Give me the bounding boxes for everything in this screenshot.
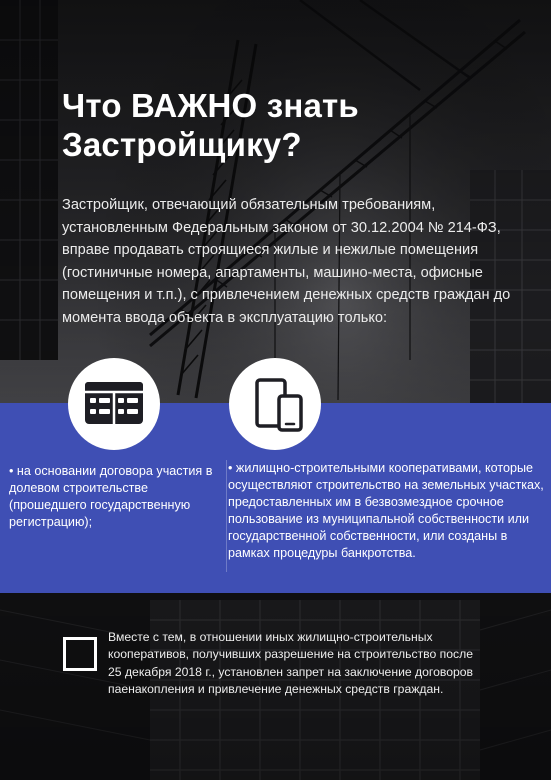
option-2-text: • жилищно-строительными кооперативами, которые осуществляют строительство на земельных участках, предоставленных им в безвозмездное срочное пользование из муниципальной собственности или государственной собственности, или созданы в рамках процедуры банкротства. — [228, 461, 544, 560]
option-2-icon-circle — [229, 358, 321, 450]
browser-window-icon — [68, 358, 160, 450]
square-outline-icon — [63, 637, 97, 671]
option-1-text: • на основании договора участия в долевом строительстве (прошедшего государственную регистрацию); — [9, 464, 213, 529]
options-divider — [226, 460, 227, 572]
page-title-line-2: Застройщику? — [62, 126, 302, 163]
devices-icon — [229, 358, 321, 450]
option-1-icon-circle — [68, 358, 160, 450]
page-title — [62, 86, 502, 164]
note-paragraph: Вместе с тем, в отношении иных жилищно-строительных кооперативов, получивших разрешение на строительство после 25 декабря 2018 г., установлен запрет на заключение договоров паенакопления и привлечение денежных средств граждан. — [108, 630, 474, 696]
page-title-line-1: Что ВАЖНО знать — [62, 87, 359, 124]
intro-paragraph: Застройщик, отвечающий обязательным требованиям, установленным Федеральным законом от 30.12.2004 № 214-ФЗ, вправе продавать строящиеся жилые и нежилые помещения (гостиничные номера, апартаменты, машино-места, офисные помещения и т.п.), с привлечением денежных средств граждан до момента ввода объекта в эксплуатацию только: — [62, 197, 511, 326]
